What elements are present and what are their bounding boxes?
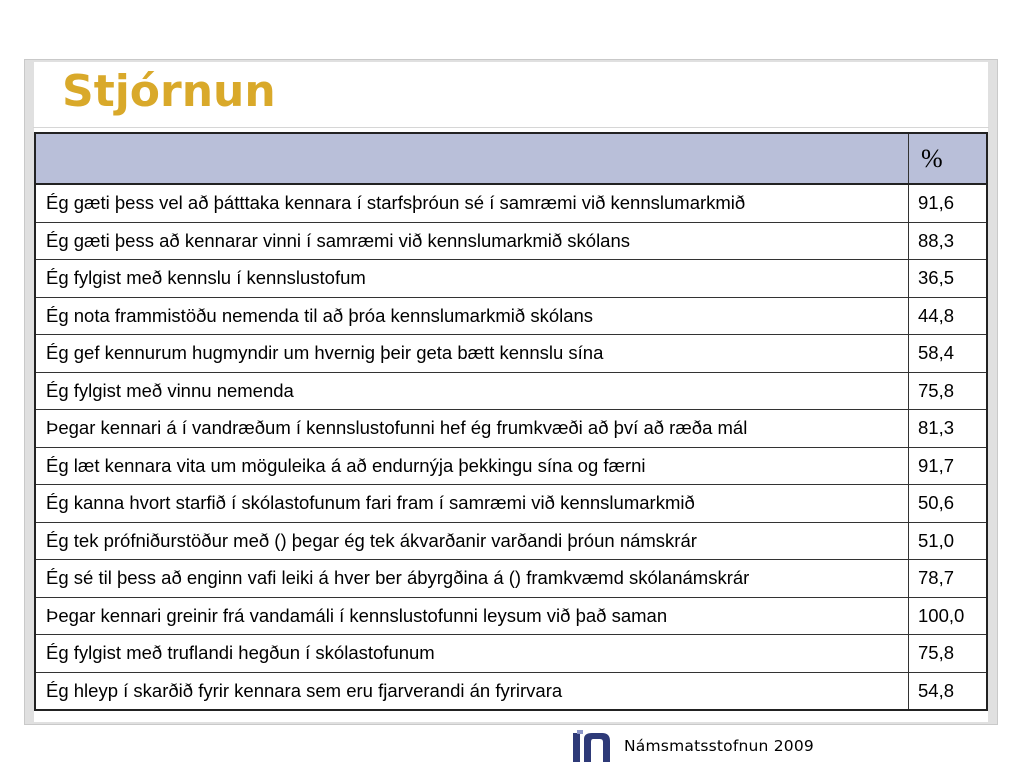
- percent-cell: 100,0: [909, 597, 988, 635]
- percent-column-header: %: [909, 133, 988, 184]
- table-row: [35, 260, 987, 298]
- percent-cell: 51,0: [909, 522, 988, 560]
- statement-cell: Ég fylgist með truflandi hegðun í skólastofunum: [35, 635, 909, 673]
- table-row: [35, 597, 987, 635]
- percent-cell: 58,4: [909, 335, 988, 373]
- title-divider: [33, 127, 989, 128]
- namsmatsstofnun-logo-icon: [572, 729, 612, 763]
- percent-cell: 36,5: [909, 260, 988, 298]
- statement-cell: Ég hleyp í skarðið fyrir kennara sem eru fjarverandi án fyrirvara: [35, 672, 909, 710]
- statement-cell: Ég kanna hvort starfið í skólastofunum fari fram í samræmi við kennslumarkmið: [35, 485, 909, 523]
- table-row: [35, 297, 987, 335]
- table-header-row: [35, 133, 987, 184]
- percent-cell: 54,8: [909, 672, 988, 710]
- table-row: [35, 447, 987, 485]
- table-row: [35, 485, 987, 523]
- percent-cell: 91,6: [909, 184, 988, 222]
- survey-table: [34, 132, 988, 711]
- percent-cell: 75,8: [909, 635, 988, 673]
- table-row: [35, 372, 987, 410]
- table-row: [35, 635, 987, 673]
- organization-label: Námsmatsstofnun 2009: [624, 737, 814, 755]
- percent-cell: 44,8: [909, 297, 988, 335]
- statement-cell: Þegar kennari á í vandræðum í kennslustofunni hef ég frumkvæði að því að ræða mál: [35, 410, 909, 448]
- statement-cell: Ég fylgist með vinnu nemenda: [35, 372, 909, 410]
- percent-cell: 75,8: [909, 372, 988, 410]
- table-row: [35, 522, 987, 560]
- table-row: [35, 410, 987, 448]
- percent-cell: 91,7: [909, 447, 988, 485]
- statement-cell: Ég gef kennurum hugmyndir um hvernig þeir geta bætt kennslu sína: [35, 335, 909, 373]
- statement-cell: Ég gæti þess vel að þátttaka kennara í starfsþróun sé í samræmi við kennslumarkmið: [35, 184, 909, 222]
- table-row: [35, 222, 987, 260]
- slide-title: Stjórnun: [62, 66, 276, 117]
- statement-cell: Þegar kennari greinir frá vandamáli í kennslustofunni leysum við það saman: [35, 597, 909, 635]
- table-row: [35, 335, 987, 373]
- statement-cell: Ég nota frammistöðu nemenda til að þróa kennslumarkmið skólans: [35, 297, 909, 335]
- statement-cell: Ég gæti þess að kennarar vinni í samræmi við kennslumarkmið skólans: [35, 222, 909, 260]
- statement-cell: Ég sé til þess að enginn vafi leiki á hver ber ábyrgðina á () framkvæmd skólanámskrár: [35, 560, 909, 598]
- statement-cell: Ég tek prófniðurstöður með () þegar ég tek ákvarðanir varðandi þróun námskrár: [35, 522, 909, 560]
- percent-cell: 88,3: [909, 222, 988, 260]
- percent-cell: 78,7: [909, 560, 988, 598]
- statement-cell: Ég læt kennara vita um möguleika á að endurnýja þekkingu sína og færni: [35, 447, 909, 485]
- statement-column-header: [35, 133, 909, 184]
- table-row: [35, 184, 987, 222]
- table-row: [35, 672, 987, 710]
- footer: [572, 728, 814, 764]
- percent-cell: 50,6: [909, 485, 988, 523]
- percent-cell: 81,3: [909, 410, 988, 448]
- table-row: [35, 560, 987, 598]
- statement-cell: Ég fylgist með kennslu í kennslustofum: [35, 260, 909, 298]
